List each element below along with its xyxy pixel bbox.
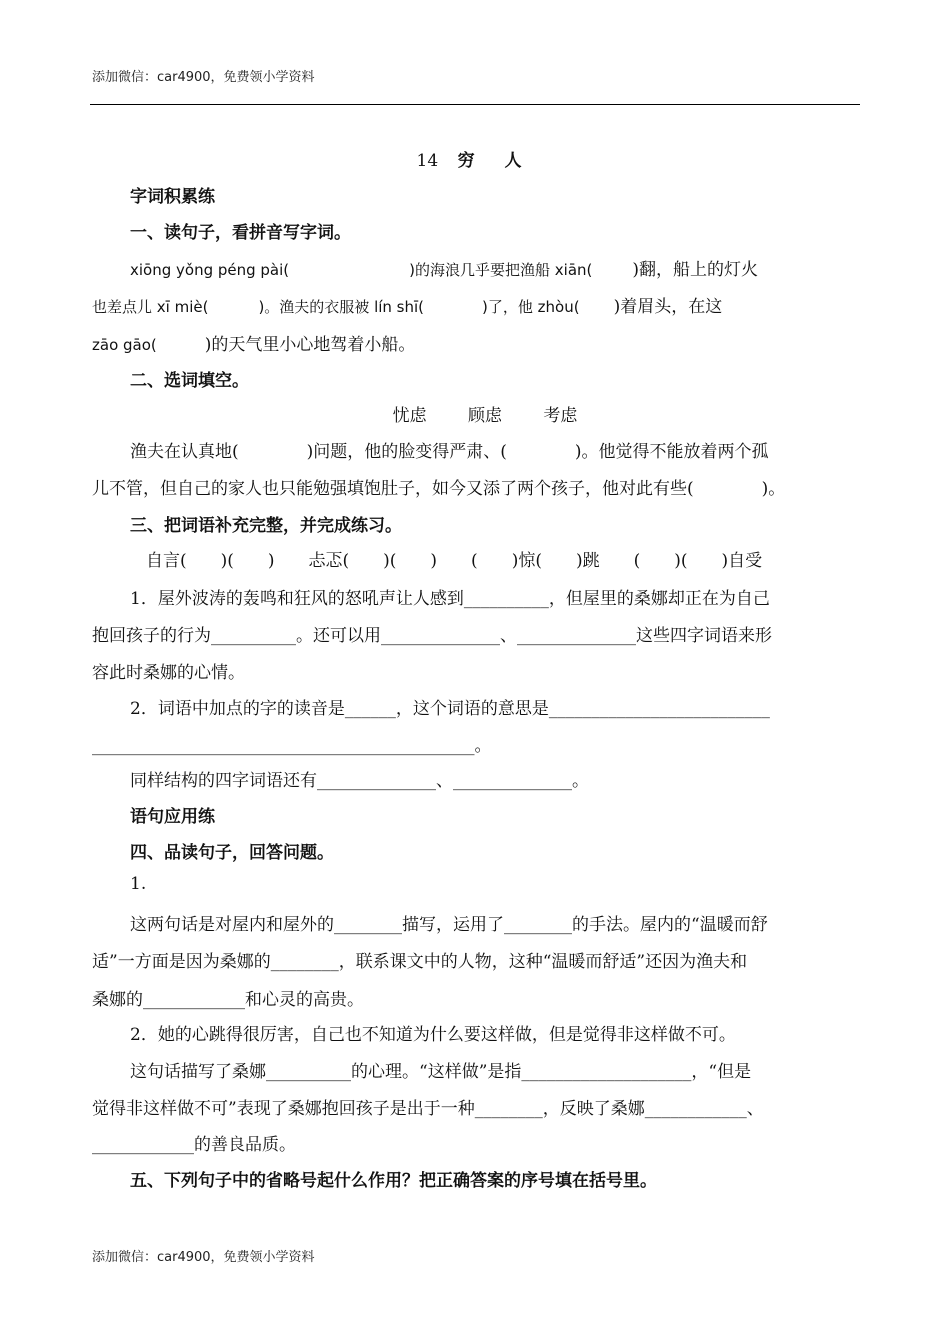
- question-4-1-line-3: 桑娜的____________和心灵的高贵。: [92, 990, 364, 1010]
- q1-text: )的天气里小心地驾着小船。: [204, 335, 416, 355]
- word-choice: 忧虑: [392, 406, 427, 426]
- question-4-2-line-3: 觉得非这样做不可”表现了桑娜抱回孩子是出于一种________，反映了桑娜____________、: [92, 1099, 764, 1119]
- lesson-title: 穷 人: [457, 151, 534, 171]
- question-4-2-line-2: 这句话描写了桑娜__________的心理。“这样做”是指____________________，“但是: [130, 1062, 752, 1082]
- question-3-1-line-2: 抱回孩子的行为__________。还可以用______________、______________这些四字词语来形: [92, 626, 772, 646]
- question-1-heading: 一、读句子，看拼音写字词。: [130, 223, 351, 243]
- question-4-2-line-4: ____________的善良品质。: [92, 1135, 296, 1155]
- header-divider: [90, 104, 860, 105]
- question-3-1-line-3: 容此时桑娜的心情。: [92, 663, 245, 683]
- q1-text: xiōng yǒng péng pài(: [130, 261, 290, 279]
- q1-text: )着眉头，在这: [613, 297, 723, 317]
- q1-text: )了，他 zhòu(: [482, 298, 580, 316]
- question-2-line-1: 渔夫在认真地( )问题，他的脸变得严肃、( )。他觉得不能放着两个孤: [130, 442, 769, 462]
- question-1-line-2: [92, 292, 722, 317]
- footer-note: 添加微信：car4900，免费领小学资料: [92, 1250, 315, 1265]
- question-4-2-line-1: 2．她的心跳得很厉害，自己也不知道为什么要这样做，但是觉得非这样做不可。: [130, 1025, 736, 1045]
- question-4-1-line-1: 这两句话是对屋内和屋外的________描写，运用了________的手法。屋内的“温暖而舒: [130, 915, 768, 935]
- question-2-heading: 二、选词填空。: [130, 371, 249, 391]
- question-2-line-2: 儿不管，但自己的家人也只能勉强填饱肚子，如今又添了两个孩子，他对此有些( )。: [92, 479, 786, 499]
- question-3-1-line-1: 1．屋外波涛的轰鸣和狂风的怒吼声让人感到__________，但屋里的桑娜却正在为自己: [130, 589, 770, 609]
- section-heading-sentences: 语句应用练: [130, 807, 215, 827]
- q1-text: zāo gāo(: [92, 336, 157, 354]
- q1-text: )翻，船上的灯火: [632, 260, 759, 280]
- question-5-heading: 五、下列句子中的省略号起什么作用？把正确答案的序号填在括号里。: [130, 1171, 657, 1191]
- question-1-line-3: [92, 330, 415, 355]
- section-heading-vocab: 字词积累练: [130, 187, 215, 207]
- word-choice: 顾虑: [468, 406, 502, 426]
- q1-text: 也差点儿 xī miè(: [92, 298, 209, 316]
- question-3-heading: 三、把词语补充完整，并完成练习。: [130, 516, 402, 536]
- word-choice: 考虑: [543, 406, 578, 426]
- question-3-2-line-2: _____________________________________________。: [92, 736, 492, 756]
- header-note: 添加微信：car4900，免费领小学资料: [92, 70, 315, 85]
- question-4-heading: 四、品读句子，回答问题。: [130, 843, 334, 863]
- question-1-line-1: [130, 255, 758, 280]
- word-choices: [10, 401, 950, 426]
- question-3-2-line-1: 2．词语中加点的字的读音是______，这个词语的意思是__________________________: [130, 699, 770, 719]
- question-3-2-line-3: 同样结构的四字词语还有______________、______________。: [130, 771, 589, 791]
- page-title: [0, 146, 950, 171]
- lesson-number: 14: [416, 151, 439, 171]
- q1-text: )的海浪几乎要把渔船 xiān(: [409, 261, 593, 279]
- question-4-1-number: 1.: [130, 874, 147, 894]
- q1-text: )。渔夫的衣服被 lín shī(: [258, 298, 425, 316]
- question-3-words: 自言( )( ) 忐忑( )( ) ( )惊( )跳 ( )( )自受: [146, 551, 763, 571]
- question-4-1-line-2: 适”一方面是因为桑娜的________，联系课文中的人物，这种“温暖而舒适”还因为渔夫和: [92, 952, 748, 972]
